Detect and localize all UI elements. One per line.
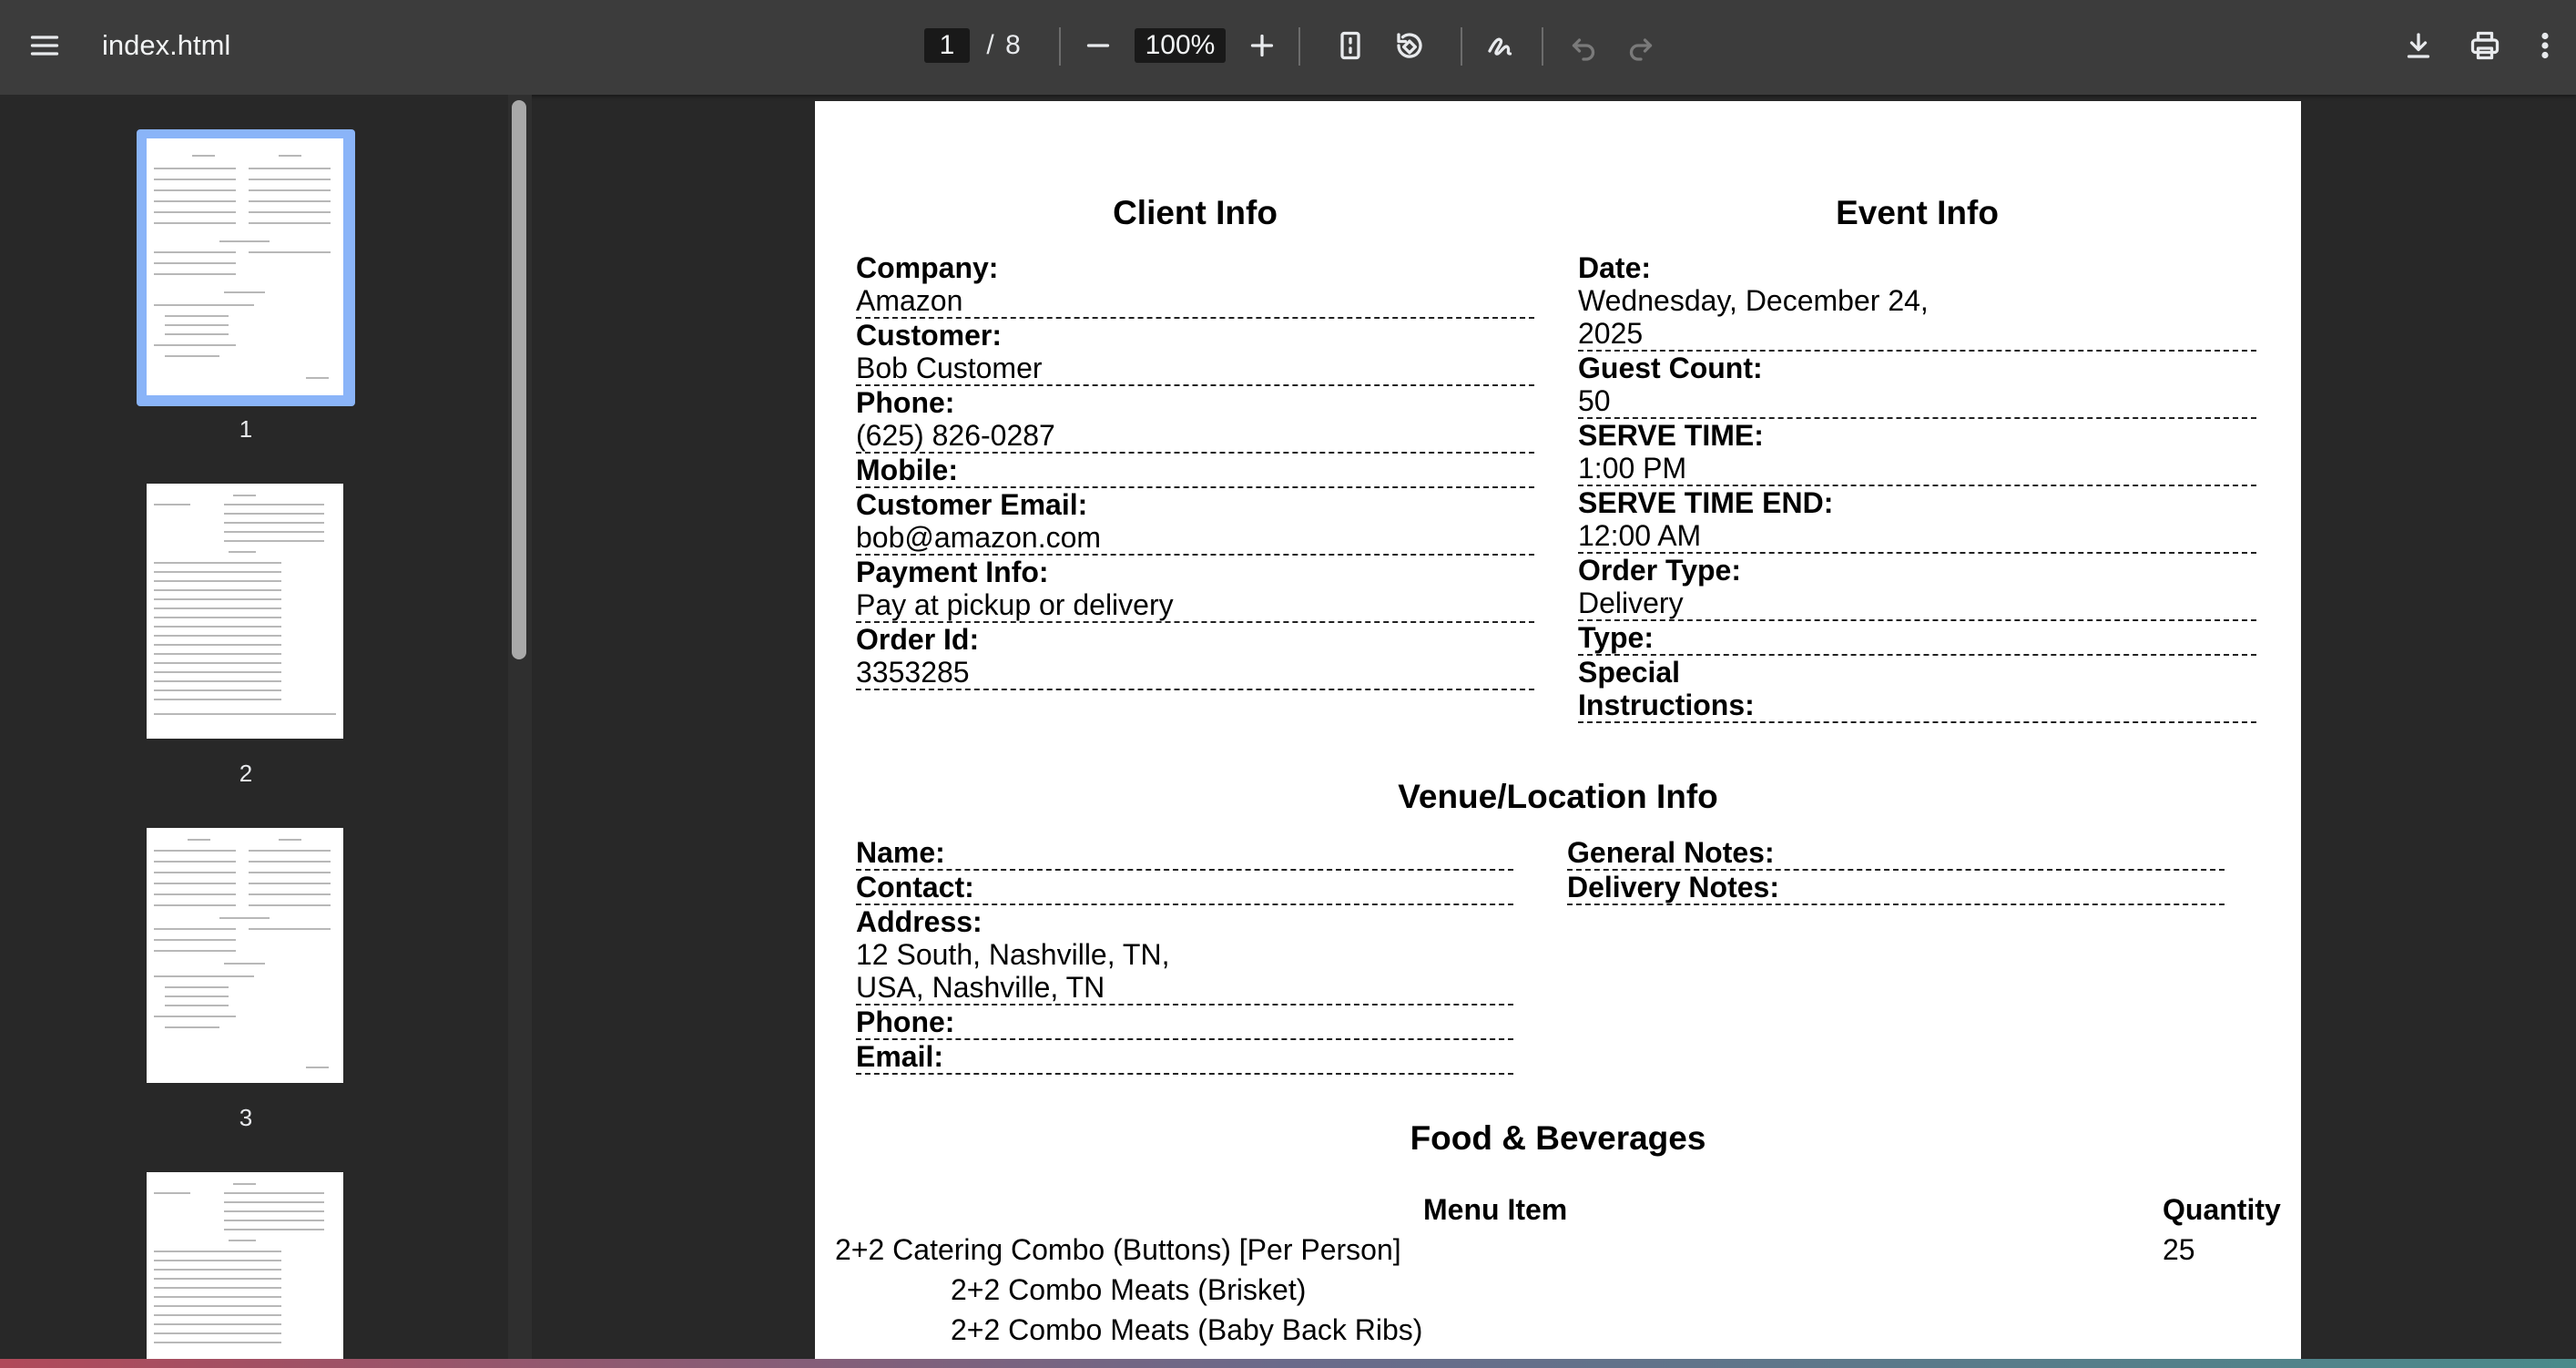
client-field-email <box>856 488 1534 556</box>
venue-field-email <box>856 1040 1513 1075</box>
download-icon[interactable] <box>2393 20 2444 71</box>
field-label: Order Id: <box>856 623 980 656</box>
food-beverages-heading: Food & Beverages <box>1410 1119 1706 1157</box>
toolbar-divider <box>1059 27 1061 66</box>
event-field-serve-time-end <box>1578 486 2256 554</box>
quantity-column-header: Quantity <box>2163 1193 2281 1226</box>
field-label: Delivery Notes: <box>1567 871 1779 903</box>
field-value: Amazon <box>856 284 963 317</box>
menu-icon[interactable] <box>19 20 70 71</box>
venue-field-delivery-notes <box>1567 871 2225 905</box>
rotate-icon[interactable] <box>1384 20 1435 71</box>
field-label: Type: <box>1578 621 1654 654</box>
thumbnail-label: 2 <box>239 760 253 787</box>
field-value: 1:00 PM <box>1578 452 1687 485</box>
client-field-mobile <box>856 454 1534 488</box>
client-field-payment <box>856 556 1534 623</box>
field-label: Contact: <box>856 871 974 903</box>
field-label: Name: <box>856 836 945 869</box>
thumbnail-page-3[interactable] <box>147 828 343 1083</box>
venue-field-general-notes <box>1567 836 2225 871</box>
food-item: 2+2 Catering Combo (Buttons) [Per Person] <box>835 1233 1401 1266</box>
event-field-date <box>1578 251 2256 352</box>
client-info-heading: Client Info <box>1113 194 1278 231</box>
document-page <box>815 101 2301 1368</box>
field-label: Customer: <box>856 319 1003 352</box>
field-label: Company: <box>856 251 999 284</box>
thumbnail-page-2[interactable] <box>147 484 343 739</box>
thumbnail-label: 3 <box>239 1104 253 1131</box>
zoom-input[interactable]: 100% <box>1135 28 1226 63</box>
field-label: Customer Email: <box>856 488 1088 521</box>
field-value: bob@amazon.com <box>856 521 1102 554</box>
field-label: Guest Count: <box>1578 352 1763 384</box>
field-value: 50 <box>1578 384 1611 417</box>
event-field-guest-count <box>1578 352 2256 419</box>
field-label: Special <box>1578 656 1681 689</box>
client-field-company <box>856 251 1534 319</box>
client-field-phone <box>856 386 1534 454</box>
venue-info-heading: Venue/Location Info <box>1398 778 1718 815</box>
field-label: Payment Info: <box>856 556 1049 588</box>
venue-field-address <box>856 905 1513 1006</box>
field-label: SERVE TIME: <box>1578 419 1764 452</box>
field-value: Bob Customer <box>856 352 1043 384</box>
page-total: 8 <box>1005 30 1021 60</box>
event-field-type <box>1578 621 2256 656</box>
page-separator: / <box>986 30 994 60</box>
viewer-toolbar <box>0 0 2576 95</box>
field-label: Instructions: <box>1578 689 1755 721</box>
field-value: 12:00 AM <box>1578 519 1702 552</box>
field-value: 3353285 <box>856 656 970 689</box>
fit-page-icon[interactable] <box>1325 20 1376 71</box>
toolbar-divider <box>1542 27 1543 66</box>
venue-field-name <box>856 836 1513 871</box>
venue-field-contact <box>856 871 1513 905</box>
field-value: USA, Nashville, TN <box>856 971 1105 1004</box>
field-label: Email: <box>856 1040 944 1073</box>
menu-item-column-header: Menu Item <box>1423 1193 1568 1226</box>
event-field-order-type <box>1578 554 2256 621</box>
field-label: SERVE TIME END: <box>1578 486 1834 519</box>
zoom-out-icon[interactable] <box>1073 20 1124 71</box>
field-label: General Notes: <box>1567 836 1775 869</box>
page-number-input[interactable]: 1 <box>924 28 970 63</box>
redo-icon[interactable] <box>1615 20 1666 71</box>
field-label: Date: <box>1578 251 1652 284</box>
field-value: Wednesday, December 24, <box>1578 284 1929 317</box>
thumbnail-label: 1 <box>239 415 253 443</box>
field-value: 2025 <box>1578 317 1644 350</box>
event-field-special-instructions <box>1578 656 2256 723</box>
zoom-in-icon[interactable] <box>1237 20 1288 71</box>
food-item: 2+2 Combo Meats (Baby Back Ribs) <box>951 1313 1423 1346</box>
window-bottom-edge <box>0 1359 2576 1368</box>
thumbnail-page-4[interactable] <box>147 1172 343 1359</box>
venue-field-phone <box>856 1006 1513 1040</box>
thumbnail-page-1[interactable] <box>147 138 343 395</box>
undo-icon[interactable] <box>1558 20 1609 71</box>
document-title: index.html <box>102 29 231 61</box>
field-value: Pay at pickup or delivery <box>856 588 1174 621</box>
food-item: 2+2 Combo Meats (Brisket) <box>951 1273 1307 1306</box>
field-label: Phone: <box>856 1006 955 1038</box>
client-field-customer <box>856 319 1534 386</box>
annotate-pen-icon[interactable] <box>1475 20 1526 71</box>
event-info-heading: Event Info <box>1836 194 1999 231</box>
field-value: Delivery <box>1578 587 1684 619</box>
more-options-icon[interactable] <box>2527 20 2563 71</box>
field-value: (625) 826-0287 <box>856 419 1055 452</box>
client-field-order-id <box>856 623 1534 690</box>
event-field-serve-time <box>1578 419 2256 486</box>
print-icon[interactable] <box>2459 20 2510 71</box>
field-label: Address: <box>856 905 983 938</box>
toolbar-divider <box>1298 27 1300 66</box>
toolbar-divider <box>1461 27 1462 66</box>
field-label: Mobile: <box>856 454 958 486</box>
field-label: Phone: <box>856 386 955 419</box>
field-value: 12 South, Nashville, TN, <box>856 938 1170 971</box>
field-label: Order Type: <box>1578 554 1741 587</box>
sidebar-scrollbar-thumb[interactable] <box>512 100 526 659</box>
food-quantity: 25 <box>2163 1233 2195 1266</box>
